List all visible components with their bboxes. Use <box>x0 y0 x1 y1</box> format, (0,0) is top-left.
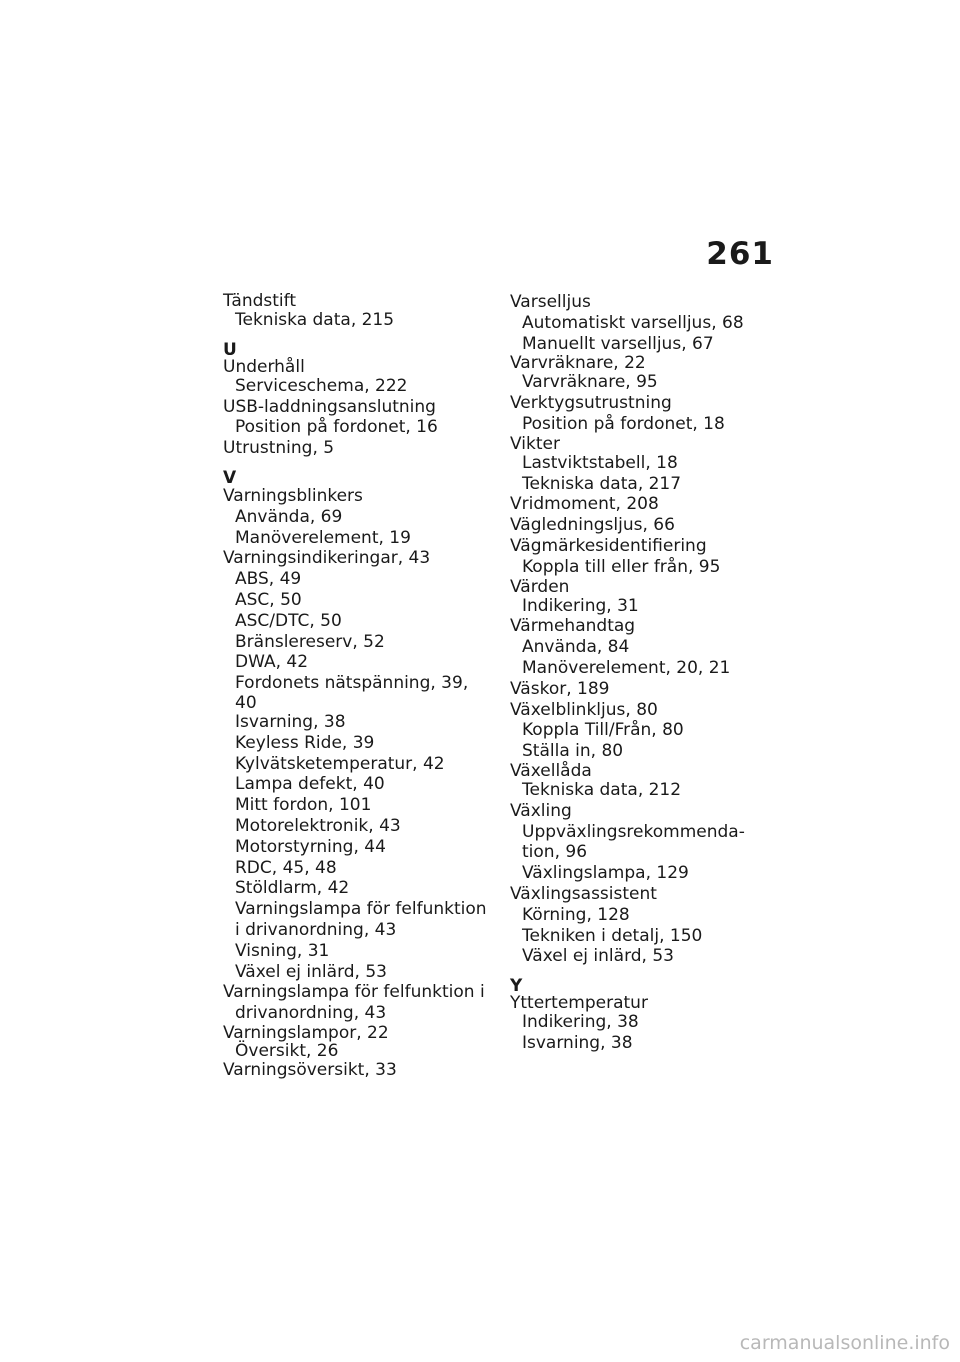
index-subentry: ABS, 49 <box>235 569 302 590</box>
index-subentry: Koppla Till/Från, 80 <box>522 720 684 741</box>
index-section-letter: V <box>223 467 237 488</box>
index-subentry: Indikering, 31 <box>522 595 639 616</box>
index-subentry: Mitt fordon, 101 <box>235 795 372 816</box>
index-subentry: Varningslampa för felfunktion <box>235 899 487 920</box>
index-entry: Varningslampa för felfunktion i <box>223 982 485 1003</box>
index-entry: USB-laddningsanslutning <box>223 396 436 417</box>
index-entry: Värden <box>510 576 570 597</box>
index-entry: Varningsöversikt, 33 <box>223 1059 397 1080</box>
index-subentry: RDC, 45, 48 <box>235 857 337 878</box>
index-subentry: Manuellt varselljus, 67 <box>522 333 714 354</box>
index-subentry: Använda, 69 <box>235 506 343 527</box>
index-section-letter: U <box>223 339 237 360</box>
index-entry: Varningslampor, 22 <box>223 1022 389 1043</box>
index-subentry: Tekniken i detalj, 150 <box>522 925 703 946</box>
index-column-left <box>223 292 491 1081</box>
index-subentry: Manöverelement, 20, 21 <box>522 657 731 678</box>
index-subentry: ASC, 50 <box>235 589 302 610</box>
index-subentry: Keyless Ride, 39 <box>235 732 375 753</box>
index-subentry: Position på fordonet, 18 <box>522 413 725 434</box>
index-subentry: Tekniska data, 212 <box>522 779 682 800</box>
index-entry: Utrustning, 5 <box>223 438 335 459</box>
index-entry: Varningsindikeringar, 43 <box>223 548 431 569</box>
index-subentry: Körning, 128 <box>522 904 630 925</box>
index-subentry: Visning, 31 <box>235 940 330 961</box>
index-subentry: Tekniska data, 217 <box>522 473 682 494</box>
index-subentry: tion, 96 <box>522 842 588 863</box>
index-subentry: Stöldlarm, 42 <box>235 878 350 899</box>
index-subentry: Fordonets nätspänning, 39, <box>235 673 469 694</box>
index-column-right <box>510 292 778 1054</box>
index-subentry: ASC/DTC, 50 <box>235 610 342 631</box>
index-entry: Varningsblinkers <box>223 485 363 506</box>
index-entry: Växling <box>510 800 572 821</box>
index-entry: Tändstift <box>223 291 296 311</box>
index-subentry: Växel ej inlärd, 53 <box>522 946 674 967</box>
index-subentry: DWA, 42 <box>235 652 309 673</box>
index-subentry: Bränslereserv, 52 <box>235 631 385 652</box>
index-entry: Vägledningsljus, 66 <box>510 515 675 536</box>
index-subentry: Motorelektronik, 43 <box>235 815 401 836</box>
index-subentry: drivanordning, 43 <box>235 1003 387 1024</box>
index-entry: Vridmoment, 208 <box>510 494 659 515</box>
index-subentry: Tekniska data, 215 <box>235 310 395 330</box>
index-entry: Växelblinkljus, 80 <box>510 699 658 720</box>
index-section-letter: Y <box>510 976 523 997</box>
index-subentry: Varvräknare, 95 <box>522 372 658 393</box>
index-subentry: Översikt, 26 <box>235 1040 339 1061</box>
index-subentry: Lastviktstabell, 18 <box>522 452 678 473</box>
index-subentry: Isvarning, 38 <box>235 711 346 732</box>
index-subentry: Växel ej inlärd, 53 <box>235 961 387 982</box>
index-entry: Växellåda <box>510 760 592 781</box>
index-subentry: Uppväxlingsrekommenda- <box>522 821 745 842</box>
index-subentry: Kylvätsketemperatur, 42 <box>235 753 445 774</box>
index-subentry: Använda, 84 <box>522 637 630 658</box>
index-entry: Vikter <box>510 433 560 454</box>
index-subentry: Ställa in, 80 <box>522 741 624 762</box>
index-subentry: Växlingslampa, 129 <box>522 863 689 884</box>
watermark-text: carmanualsonline.info <box>739 1332 950 1354</box>
index-entry: Varselljus <box>510 292 591 312</box>
index-entry: Värmehandtag <box>510 616 636 637</box>
index-subentry: 40 <box>235 692 257 713</box>
index-entry: Väskor, 189 <box>510 678 610 699</box>
index-subentry: Position på fordonet, 16 <box>235 417 438 438</box>
index-subentry: Indikering, 38 <box>522 1012 639 1033</box>
index-entry: Yttertemperatur <box>510 993 648 1014</box>
index-entry: Varvräknare, 22 <box>510 353 646 374</box>
index-subentry: i drivanordning, 43 <box>235 919 397 940</box>
index-subentry: Koppla till eller från, 95 <box>522 556 721 577</box>
index-entry: Växlingsassistent <box>510 883 657 904</box>
index-subentry: Serviceschema, 222 <box>235 375 408 396</box>
index-subentry: Motorstyrning, 44 <box>235 836 386 857</box>
index-entry: Vägmärkesidentifiering <box>510 535 707 556</box>
index-subentry: Manöverelement, 19 <box>235 527 411 548</box>
index-entry: Underhåll <box>223 356 305 377</box>
index-subentry: Lampa defekt, 40 <box>235 774 385 795</box>
index-entry: Verktygsutrustning <box>510 393 672 414</box>
page-number: 261 <box>706 236 774 272</box>
index-subentry: Automatiskt varselljus, 68 <box>522 312 744 333</box>
index-subentry: Isvarning, 38 <box>522 1032 633 1053</box>
